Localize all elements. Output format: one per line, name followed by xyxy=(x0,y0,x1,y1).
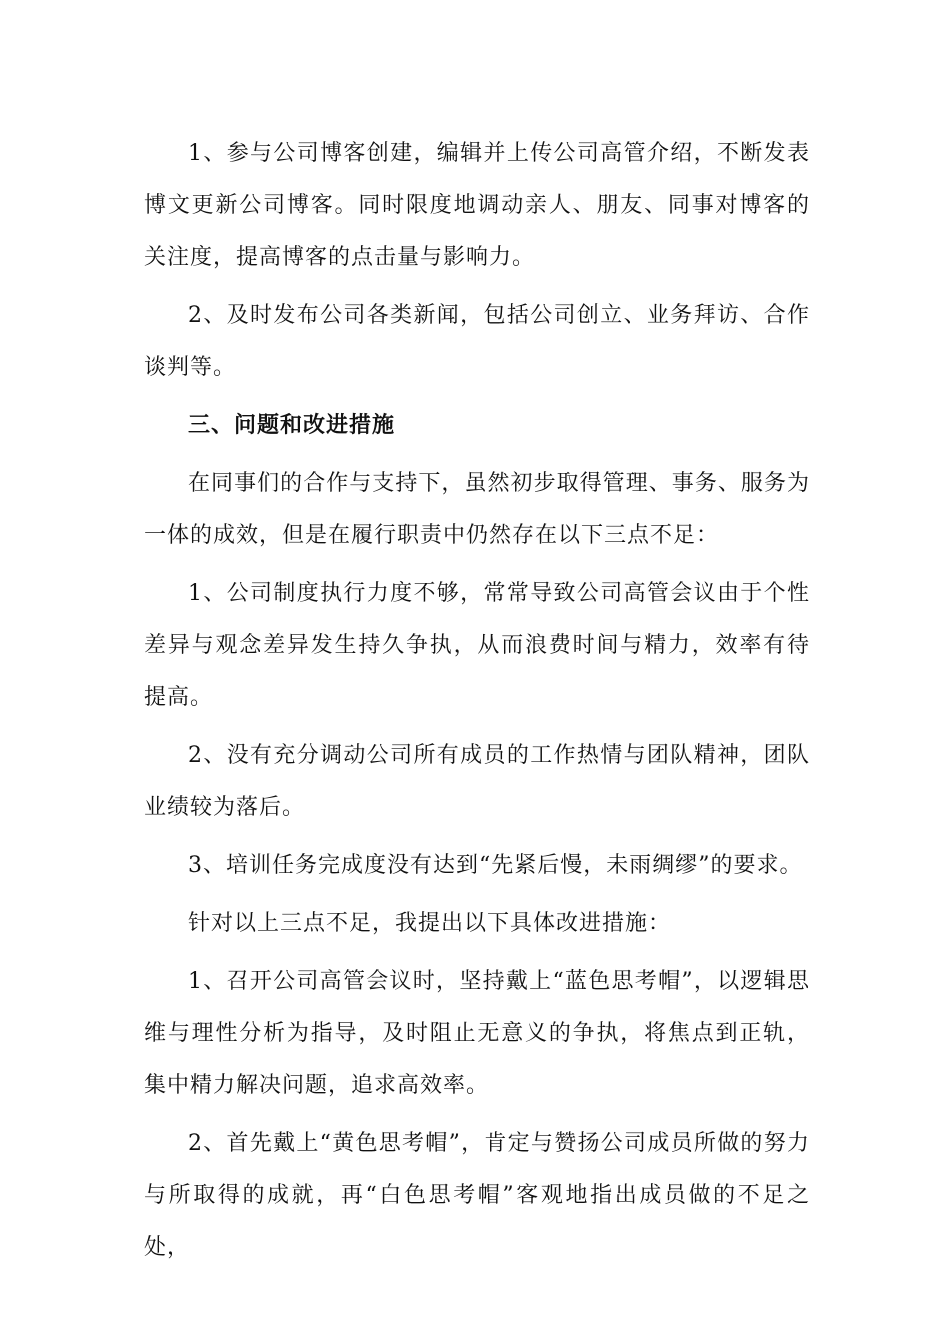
paragraph-blog-creation: 1、参与公司博客创建，编辑并上传公司高管介绍，不断发表博文更新公司博客。同时限度地调动亲人、朋友、同事对博客的关注度，提高博客的点击量与影响力。 xyxy=(144,141,810,270)
paragraph-news-publishing: 2、及时发布公司各类新闻，包括公司创立、业务拜访、合作谈判等。 xyxy=(144,303,810,380)
paragraph-shortcoming-3: 3、培训任务完成度没有达到“先紧后慢，未雨绸缪”的要求。 xyxy=(188,853,803,878)
paragraph-measure-2: 2、首先戴上“黄色思考帽”，肯定与赞扬公司成员所做的努力与所取得的成就，再“白色思考帽”客观地指出成员做的不足之处， xyxy=(144,1131,810,1260)
paragraph-shortcoming-1: 1、公司制度执行力度不够，常常导致公司高管会议由于个性差异与观念差异发生持久争执，从而浪费时间与精力，效率有待提高。 xyxy=(144,581,810,710)
section-heading-problems: 三、问题和改进措施 xyxy=(188,413,396,438)
document-page xyxy=(144,128,810,1280)
paragraph-measures-intro: 针对以上三点不足，我提出以下具体改进措施： xyxy=(188,911,672,936)
paragraph-shortcoming-2: 2、没有充分调动公司所有成员的工作热情与团队精神，团队业绩较为落后。 xyxy=(144,743,810,820)
paragraph-measure-1: 1、召开公司高管会议时，坚持戴上“蓝色思考帽”，以逻辑思维与理性分析为指导，及时阻止无意义的争执，将焦点到正轨，集中精力解决问题，追求高效率。 xyxy=(144,969,810,1098)
paragraph-intro-shortcomings: 在同事们的合作与支持下，虽然初步取得管理、事务、服务为一体的成效，但是在履行职责中仍然存在以下三点不足： xyxy=(144,471,810,548)
